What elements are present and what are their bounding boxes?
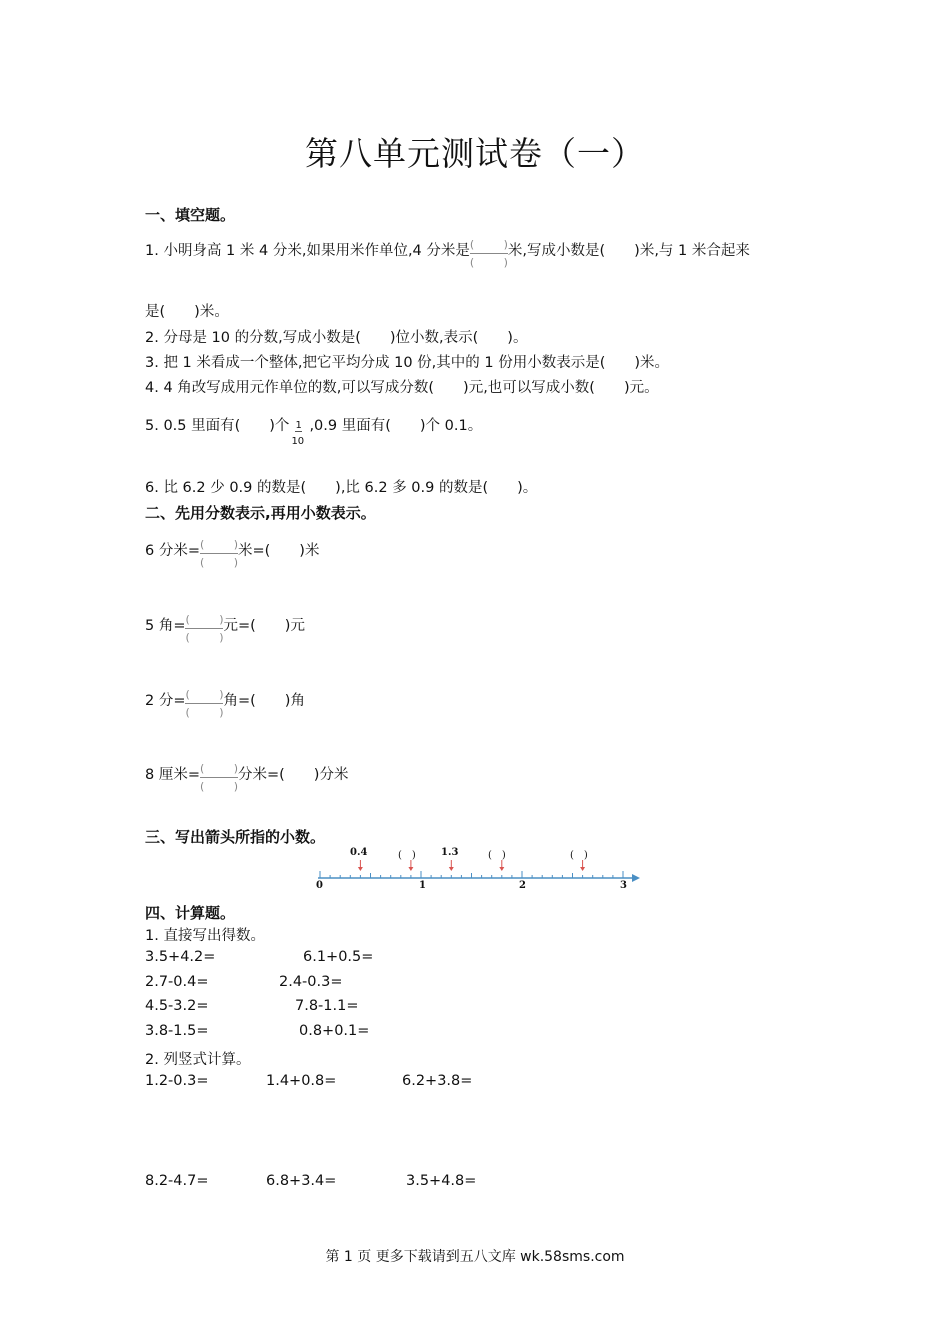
calc-item: 3.5+4.2= — [145, 949, 216, 965]
arrow-label: ( ) — [488, 850, 506, 861]
question-1-line-2: 是( )米。 — [145, 304, 229, 320]
question-1-line-1 — [145, 238, 750, 269]
convert-row: 6 分米= ( ) ( ) 米=( )米 — [145, 538, 320, 569]
page-footer: 第 1 页 更多下载请到五八文库 wk.58sms.com — [325, 1249, 625, 1265]
question-2: 2. 分母是 10 的分数,写成小数是( )位小数,表示( )。 — [145, 330, 528, 346]
fraction-blank: ( ) ( ) — [199, 762, 238, 793]
convert-row: 8 厘米= ( ) ( ) 分米=( )分米 — [145, 762, 349, 793]
calc-item: 6.1+0.5= — [303, 949, 374, 965]
vertical-calc-item: 1.2-0.3= — [145, 1073, 209, 1089]
tick-label: 0 — [316, 880, 323, 891]
fraction-one-tenth: $\frac{1}{10}$ — [291, 420, 305, 447]
arrow-label: 0.4 — [350, 847, 368, 858]
arrow-label: ( ) — [570, 850, 588, 861]
vertical-calc-item: 8.2-4.7= — [145, 1173, 209, 1189]
arrow-head — [580, 867, 585, 871]
section-2-heading: 二、先用分数表示,再用小数表示。 — [145, 504, 376, 522]
tick-label: 2 — [519, 880, 526, 891]
fraction-blank: ( ) ( ) — [185, 613, 224, 644]
arrow-head — [358, 867, 363, 871]
question-4: 4. 4 角改写成用元作单位的数,可以写成分数( )元,也可以写成小数( )元。 — [145, 380, 659, 396]
question-3: 3. 把 1 米看成一个整体,把它平均分成 10 份,其中的 1 份用小数表示是( )米。 — [145, 355, 670, 371]
calc-sub-1: 1. 直接写出得数。 — [145, 928, 265, 944]
question-6: 6. 比 6.2 少 0.9 的数是( ),比 6.2 多 0.9 的数是( )。 — [145, 480, 538, 496]
convert-row: 5 角= ( ) ( ) 元=( )元 — [145, 613, 305, 644]
q5-text-b: ,0.9 里面有( )个 0.1。 — [309, 418, 483, 434]
vertical-calc-item: 6.8+3.4= — [266, 1173, 337, 1189]
fraction-blank: ( ) ( ) — [199, 538, 238, 569]
fraction-blank: ( ) ( ) — [185, 688, 224, 719]
calc-item: 2.7-0.4= — [145, 974, 209, 990]
arrow-label: ( ) — [398, 850, 416, 861]
page-title: 第八单元测试卷（一） — [305, 134, 645, 173]
calc-item: 4.5-3.2= — [145, 998, 209, 1014]
tick-label: 1 — [419, 880, 426, 891]
calc-item: 2.4-0.3= — [279, 974, 343, 990]
section-4-heading: 四、计算题。 — [145, 904, 236, 922]
arrow-label: 1.3 — [441, 847, 459, 858]
section-1-heading: 一、填空题。 — [145, 206, 236, 224]
arrow-head — [449, 867, 454, 871]
tick-label: 3 — [620, 880, 627, 891]
q1-text-a: 1. 小明身高 1 米 4 分米,如果用米作单位,4 分米是 — [145, 243, 470, 259]
vertical-calc-item: 6.2+3.8= — [402, 1073, 473, 1089]
vertical-calc-item: 1.4+0.8= — [266, 1073, 337, 1089]
q1-text-b: 米,写成小数是( )米,与 1 米合起来 — [507, 243, 750, 259]
fraction-blank: ( ) ( ) — [469, 238, 508, 269]
calc-item: 7.8-1.1= — [295, 998, 359, 1014]
calc-sub-2: 2. 列竖式计算。 — [145, 1052, 251, 1068]
question-5 — [145, 414, 483, 447]
q5-text-a: 5. 0.5 里面有( )个 — [145, 418, 290, 434]
calc-item: 0.8+0.1= — [299, 1023, 370, 1039]
arrow-head — [408, 867, 413, 871]
arrow-head — [499, 867, 504, 871]
number-line — [310, 840, 640, 895]
section-3-heading: 三、写出箭头所指的小数。 — [145, 828, 326, 846]
vertical-calc-item: 3.5+4.8= — [406, 1173, 477, 1189]
convert-row: 2 分= ( ) ( ) 角=( )角 — [145, 688, 305, 719]
calc-item: 3.8-1.5= — [145, 1023, 209, 1039]
